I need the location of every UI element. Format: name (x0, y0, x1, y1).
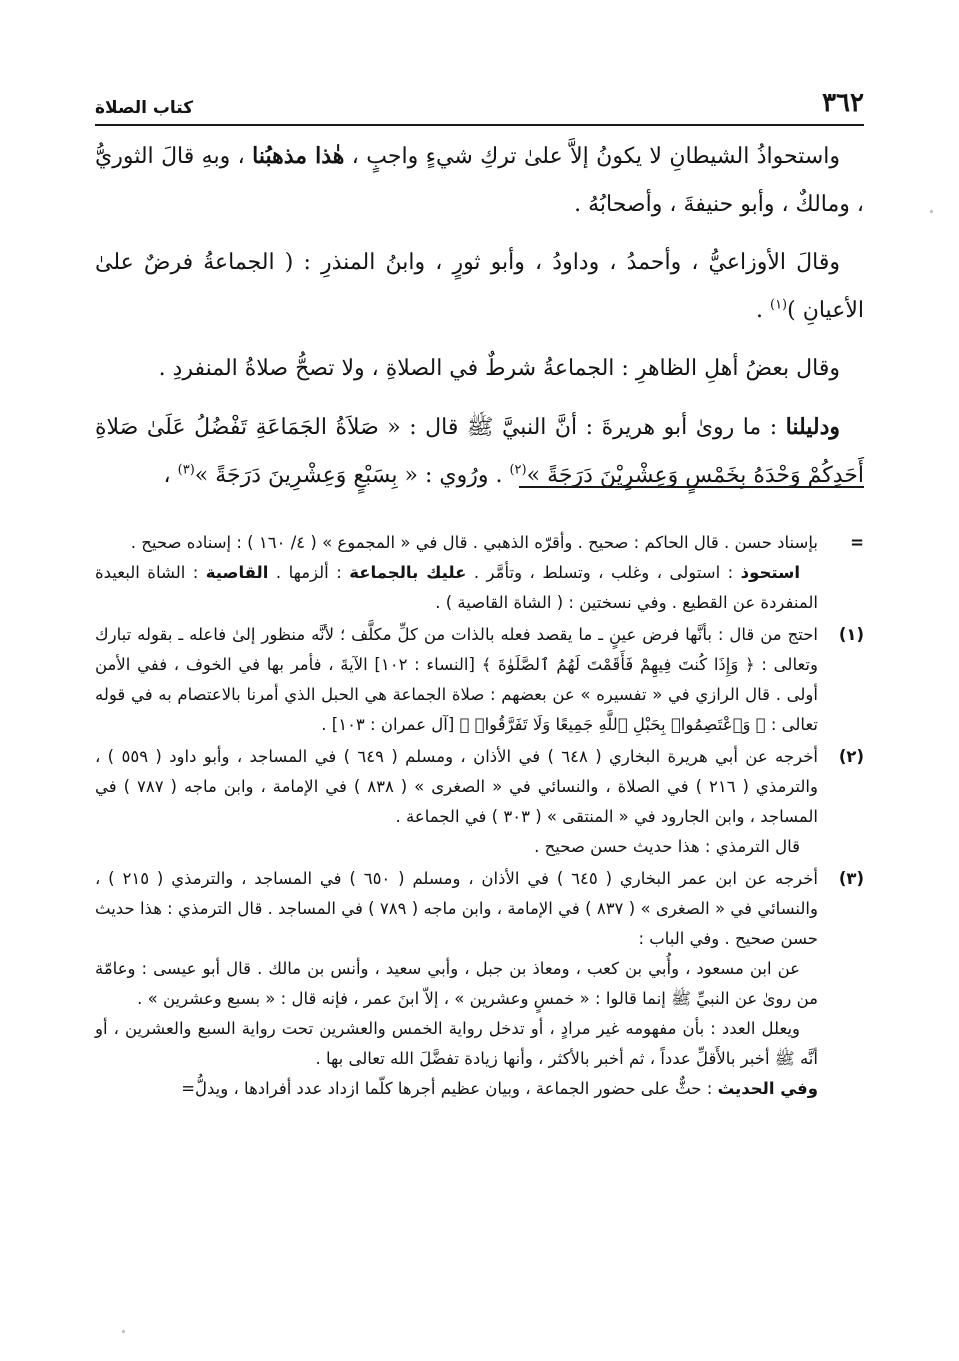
paragraph-awzai: وقالَ الأوزاعيُّ ، وأحمدُ ، وداودُ ، وأبو ثورٍ ، وابنُ المنذرِ : ( الجماعةُ فرضٌ علىٰ الأعيانِ )$^{(١)}$ . (95, 250, 864, 323)
footnote-ref-2[interactable]: (٢) (509, 462, 527, 478)
paragraph-zahiri: وقال بعضُ أهلِ الظاهرِ : الجماعةُ شرطٌ في الصلاةِ ، ولا تصحُّ صلاةُ المنفردِ . (158, 356, 840, 381)
footnote-number: (٢) (838, 747, 864, 766)
footnote-separator (519, 486, 864, 488)
footnote-text: أخرجه عن أبي هريرة البخاري ( ٦٤٨ ) في الأذان ، ومسلم ( ٦٤٩ ) في المساجد ، وأبو داود ( ٥٥٩ ) ، والترمذي ( ٢١٦ ) في الصلاة ، والنسائي في « الصغرى » ( ٨٣٨ ) في الإمامة ، وابن ماجه ( ٧٨٧ ) في المساجد ، وابن الجارود في « المنتقى » ( ٣٠٣ ) في الجماعة . (95, 747, 818, 826)
paragraph-madhhab: واستحواذُ الشيطانِ لا يكونُ إلاَّ علىٰ تركِ شيءٍ واجبٍ ، هٰذا مذهبُنا ، وبهِ قالَ الثوريُّ ، ومالكٌ ، وأبو حنيفةَ ، وأصحابُهُ . (95, 143, 864, 217)
footnote-1 (95, 620, 864, 740)
paragraph-evidence: ودليلنا : ما روىٰ أبو هريرةَ : أنَّ النبيَّ ﷺ قال : « صَلاَةُ الجَمَاعَةِ تَفْضُلُ عَلَىٰ صَلاةِ أَحَدِكُمْ وَحْدَهُ بِخَمْسٍ وَعِشْرِيْنَ دَرَجَةً »$^{(٢)}$ . ورُوي : « بِسَبْعٍ وَعِشْرِينَ دَرَجَةً »$^{(٣)}$ ، (95, 414, 864, 488)
scan-speck (122, 1330, 125, 1333)
hadith-text-25: صَلاَةُ الجَمَاعَةِ تَفْضُلُ عَلَىٰ صَلاةِ أَحَدِكُمْ وَحْدَهُ بِخَمْسٍ وَعِشْرِيْنَ دَرَجَةً (95, 415, 864, 488)
hadith-text-27: بِسَبْعٍ وَعِشْرِينَ دَرَجَةً (215, 463, 398, 488)
footnote-text: عن ابن مسعود ، وأُبي بن كعب ، ومعاذ بن جبل ، وأبي سعيد ، وأنس بن مالك . قال أبو عيسى : وعامّة من روىٰ عن النبيِّ ﷺ إنما قالوا : « خمسٍ وعشرين » ، إلاّ ابنَ عمر ، فإنه قال : « بسبع وعشرين » . (95, 959, 818, 1008)
continuation-mark: = (850, 533, 864, 552)
main-text (95, 132, 864, 510)
footnote-3 (95, 864, 864, 1104)
evidence-label: ودليلنا (785, 414, 841, 440)
footnote-text: وفي الحديث : حثٌّ على حضور الجماعة ، وبيان عظيم أجرها كلّما ازداد عدد أفرادها ، ويدلُّ= (181, 1079, 818, 1098)
footnote-2 (95, 742, 864, 862)
footnote-ref-1[interactable]: (١) (769, 297, 788, 313)
page-number: ٣٦٢ (822, 88, 864, 118)
footnote-text: ويعلل العدد : بأن مفهومه غير مرادٍ ، أو تدخل رواية الخمس والعشرين تحت رواية السبع والعشرين ، أو أنَّه ﷺ أخبر بالأَقلِّ عدداً ، ثم أخبر بالأكثر ، وأنها زيادة تفضَّلَ الله تعالى بها . (95, 1019, 818, 1068)
scan-speck (930, 210, 933, 213)
footnote-number: (٣) (838, 869, 864, 888)
footnote-text: احتج من قال : بأنَّها فرض عينٍ ـ ما يقصد فعله بالذات من كلِّ مكلَّف ؛ لأنَّه منظور إلىٰ فاعله ـ بقوله تبارك وتعالى : ﴿ وَإِذَا كُنتَ فِيهِمْ فَأَقَمْتَ لَهُمُ ٱلصَّلَوٰةَ ﴾ [النساء : ١٠٢] الآيةَ ، فأمر بها في الخوف ، ففي الأمن أولى . قال الرازي في « تفسيره » عن بعضهم : صلاة الجماعة هي الحبل الذي أمرنا بالاعتصام به في قوله تعالى : ﴿ وَٱعْتَصِمُوا۟ بِحَبْلِ ٱللَّهِ جَمِيعًا وَلَا تَفَرَّقُوا۟ ﴾ [آل عمران : ١٠٣] . (95, 625, 818, 734)
footnote-text: بإسناد حسن . قال الحاكم : صحيح . وأقرّه الذهبي . قال في « المجموع » ( ٤/ ١٦٠ ) : إسناده صحيح . (130, 533, 818, 552)
page-header (95, 78, 864, 126)
footnote-ref-3[interactable]: (٣) (177, 462, 195, 478)
glossary-text: استحوذ : استولى ، وغلب ، وتسلط ، وتأمَّر . عليك بالجماعة : ألزمها . القاصية : الشاة البعيدة المنفردة عن القطيع . وفي نسختين : ( الشاة القاصية ) . (95, 563, 818, 612)
running-title: كتاب الصلاة (95, 98, 194, 118)
footnote-text: أخرجه عن ابن عمر البخاري ( ٦٤٥ ) في الأذان ، ومسلم ( ٦٥٠ ) في المساجد ، والترمذي ( ٢١٥ ) ، والنسائي في « الصغرى » ( ٨٣٧ ) في الإمامة ، وابن ماجه ( ٧٨٩ ) في المساجد . قال الترمذي : هذا حديث حسن صحيح . وفي الباب : (95, 869, 818, 948)
footnotes (95, 528, 864, 1106)
footnote-text: قال الترمذي : هذا حديث حسن صحيح . (534, 837, 800, 856)
madhhab-statement: هٰذا مذهبُنا (252, 143, 345, 169)
footnote-number: (١) (838, 625, 864, 644)
footnote-continuation (95, 528, 864, 618)
